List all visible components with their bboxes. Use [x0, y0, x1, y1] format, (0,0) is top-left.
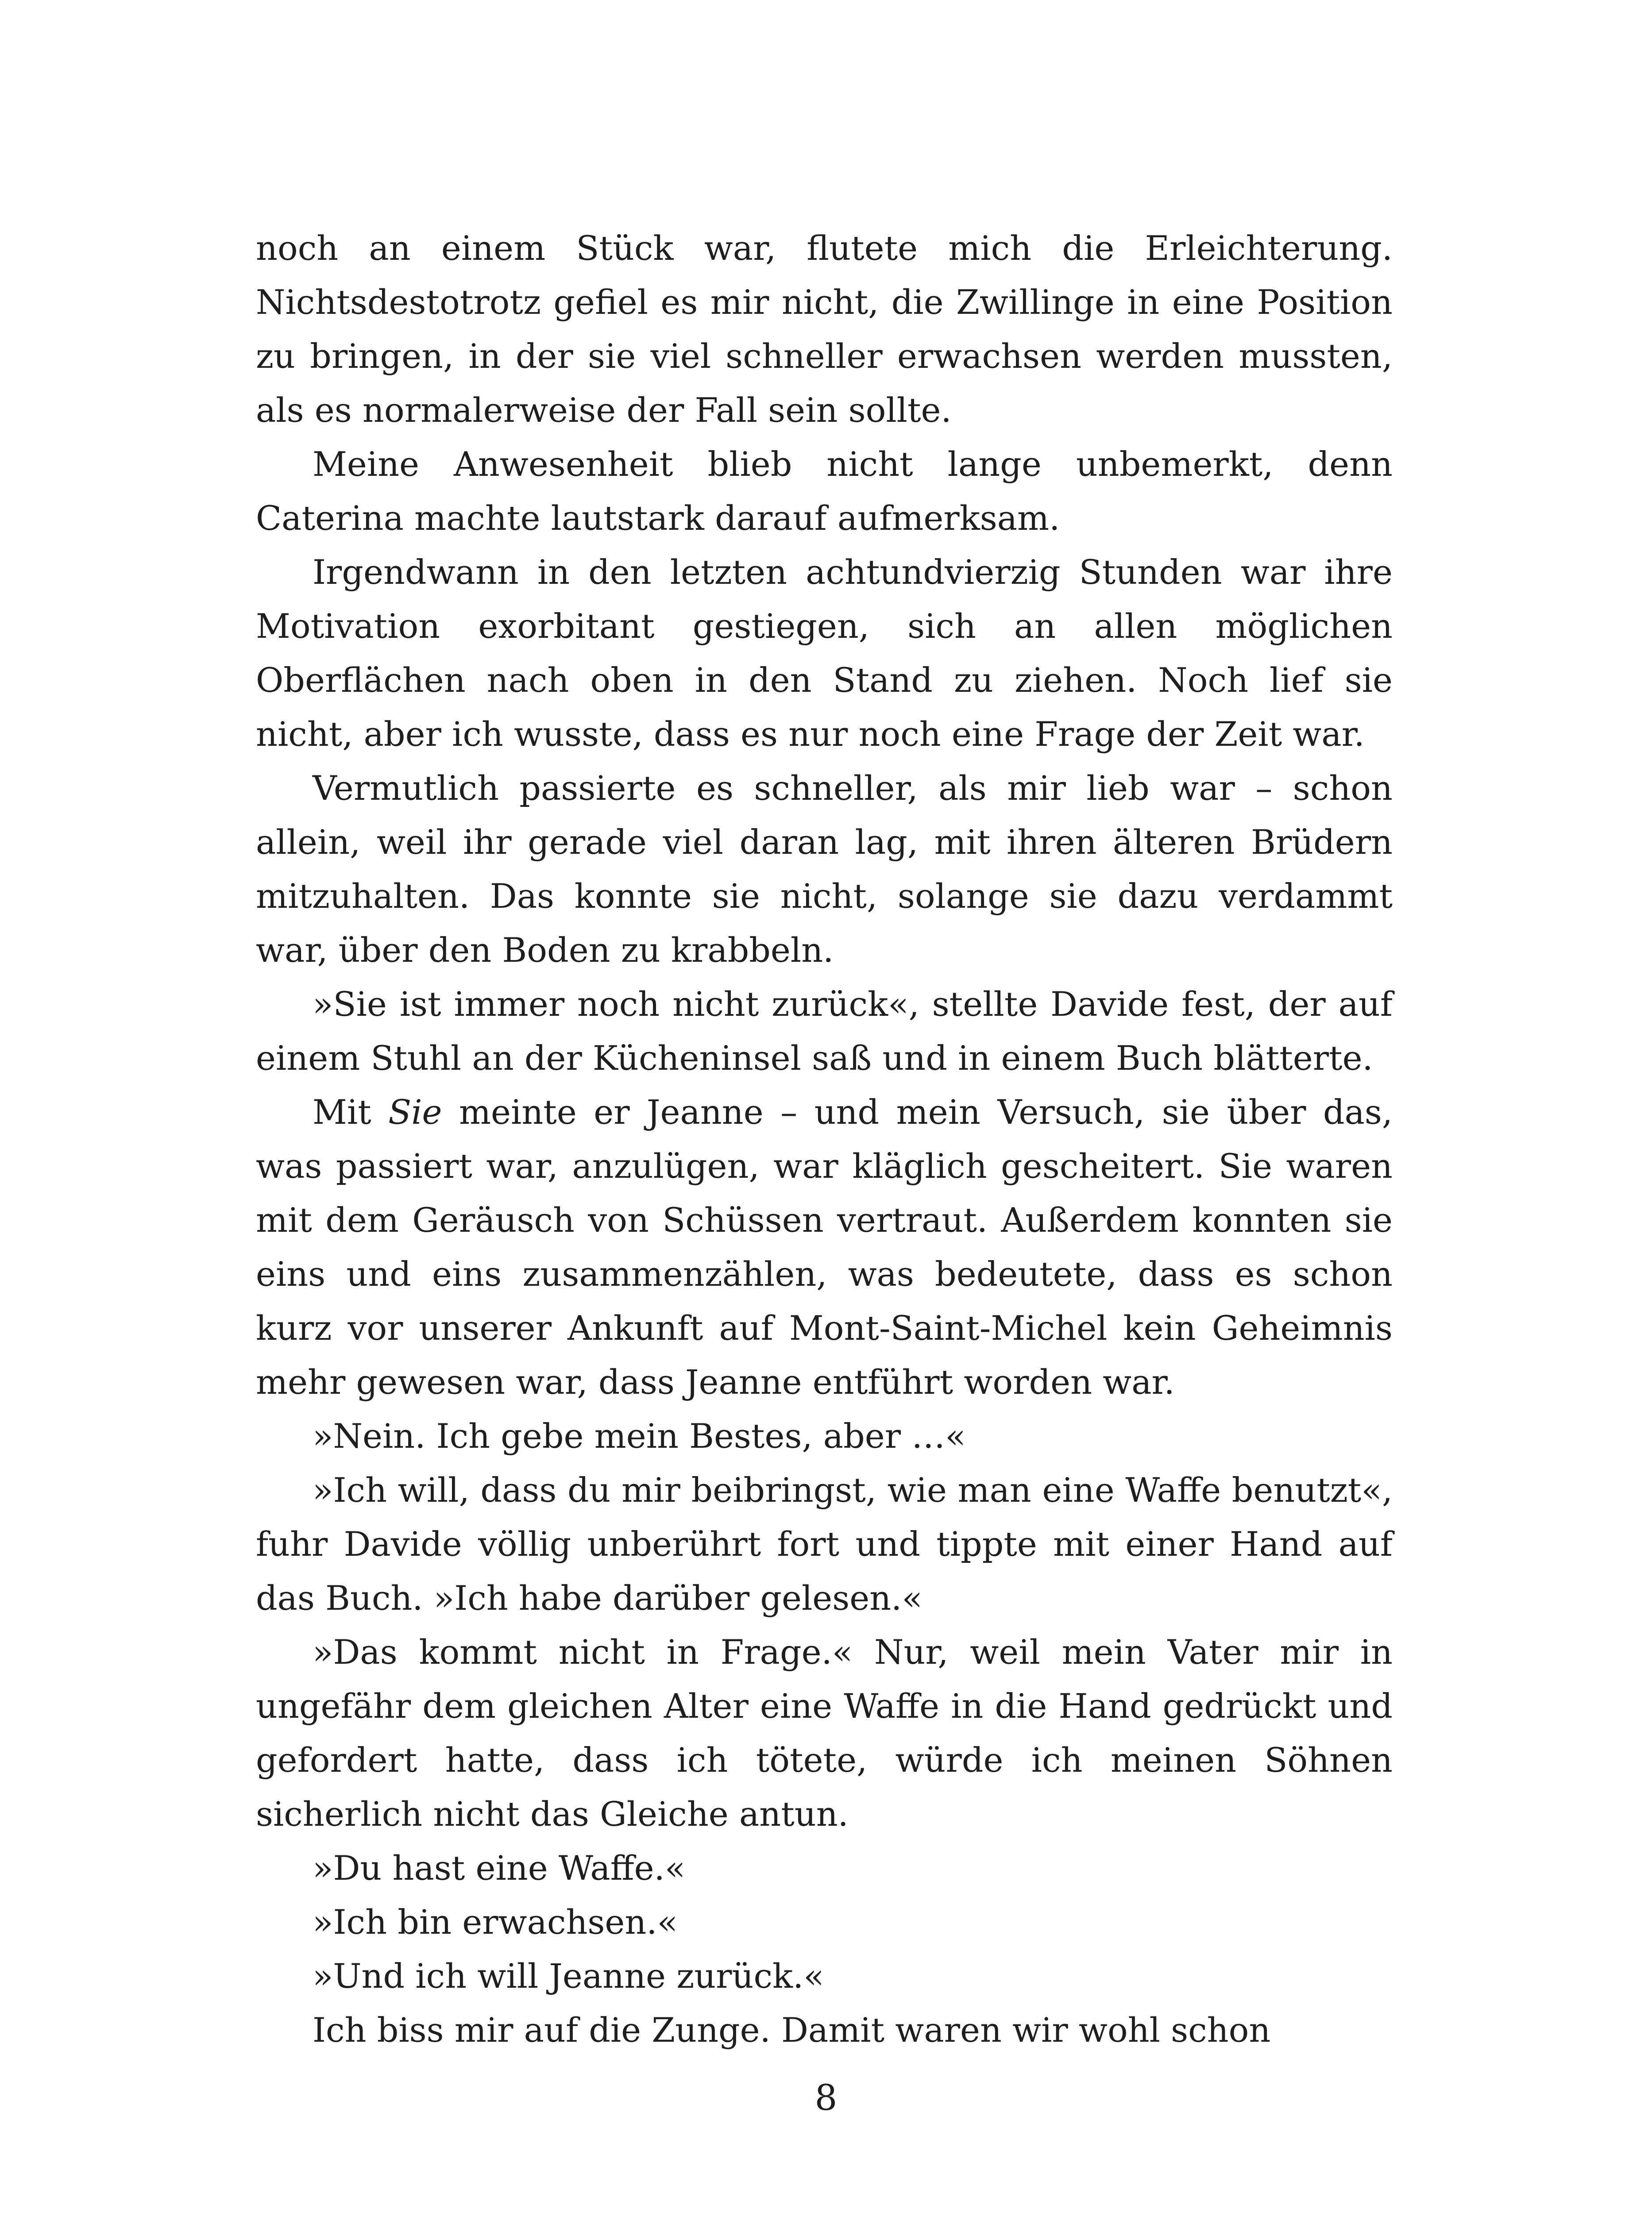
text-run: »Sie ist immer noch nicht zurück«, stellte Davide fest, der auf einem Stuhl an der Kücheninsel saß und in einem Buch blätterte.	[256, 984, 1393, 1078]
text-run: »Ich will, dass du mir beibringst, wie man eine Waffe benutzt«, fuhr Davide völlig unberührt fort und tippte mit einer Hand auf das Buch. »Ich habe darüber gelesen.«	[256, 1470, 1393, 1618]
text-run: Mit	[313, 1092, 389, 1132]
text-run: »Das kommt nicht in Frage.« Nur, weil mein Vater mir in ungefähr dem gleichen Alter eine Waffe in die Hand gedrückt und gefordert hatte, dass ich tötete, würde ich meinen Söhnen sicherlich nicht das Gleiche antun.	[256, 1632, 1393, 1834]
text-run: »Du hast eine Waffe.«	[313, 1848, 686, 1888]
text-run: Irgendwann in den letzten achtundvierzig Stunden war ihre Motivation exorbitant gestiegen, sich an allen möglichen Oberflächen nach oben in den Stand zu ziehen. Noch lief sie nicht, aber ich wusste, dass es nur noch eine Frage der Zeit war.	[256, 552, 1393, 754]
paragraph	[256, 1463, 1393, 1625]
paragraph	[256, 221, 1393, 437]
paragraph	[256, 977, 1393, 1085]
paragraph	[256, 545, 1393, 761]
text-run: Meine Anwesenheit blieb nicht lange unbemerkt, denn Caterina machte lautstark darauf aufmerksam.	[256, 444, 1393, 538]
paragraph	[256, 437, 1393, 545]
page-number: 8	[814, 2077, 838, 2118]
paragraph	[256, 1949, 1393, 2003]
text-run: Ich biss mir auf die Zunge. Damit waren wir wohl schon	[313, 2010, 1271, 2050]
paragraph	[256, 761, 1393, 977]
text-run: »Ich bin erwachsen.«	[313, 1902, 678, 1942]
paragraph	[256, 2003, 1393, 2057]
paragraph	[256, 1895, 1393, 1949]
text-run: meinte er Jeanne – und mein Versuch, sie über das, was passiert war, anzulügen, war kläglich gescheitert. Sie waren mit dem Geräusch von Schüssen vertraut. Außerdem konnten sie eins und eins zusammenzählen, was bedeutete, dass es schon kurz vor unserer Ankunft auf Mont-Saint-Michel kein Geheimnis mehr gewesen war, dass Jeanne entführt worden war.	[256, 1092, 1393, 1402]
text-run: »Nein. Ich gebe mein Bestes, aber …«	[313, 1416, 966, 1456]
body-text	[256, 221, 1393, 2057]
paragraph	[256, 1409, 1393, 1463]
paragraph	[256, 1625, 1393, 1841]
text-run: Vermutlich passierte es schneller, als mir lieb war – schon allein, weil ihr gerade viel daran lag, mit ihren älteren Brüdern mitzuhalten. Das konnte sie nicht, solange sie dazu verdammt war, über den Boden zu krabbeln.	[256, 768, 1393, 970]
text-run: noch an einem Stück war, flutete mich die Erleichterung. Nichtsdestotrotz gefiel es mir nicht, die Zwillinge in eine Position zu bringen, in der sie viel schneller erwachsen werden mussten, als es normalerweise der Fall sein sollte.	[256, 228, 1393, 430]
text-run: »Und ich will Jeanne zurück.«	[313, 1956, 824, 1996]
paragraph	[256, 1085, 1393, 1409]
italic-text-run: Sie	[388, 1092, 442, 1132]
paragraph	[256, 1841, 1393, 1895]
